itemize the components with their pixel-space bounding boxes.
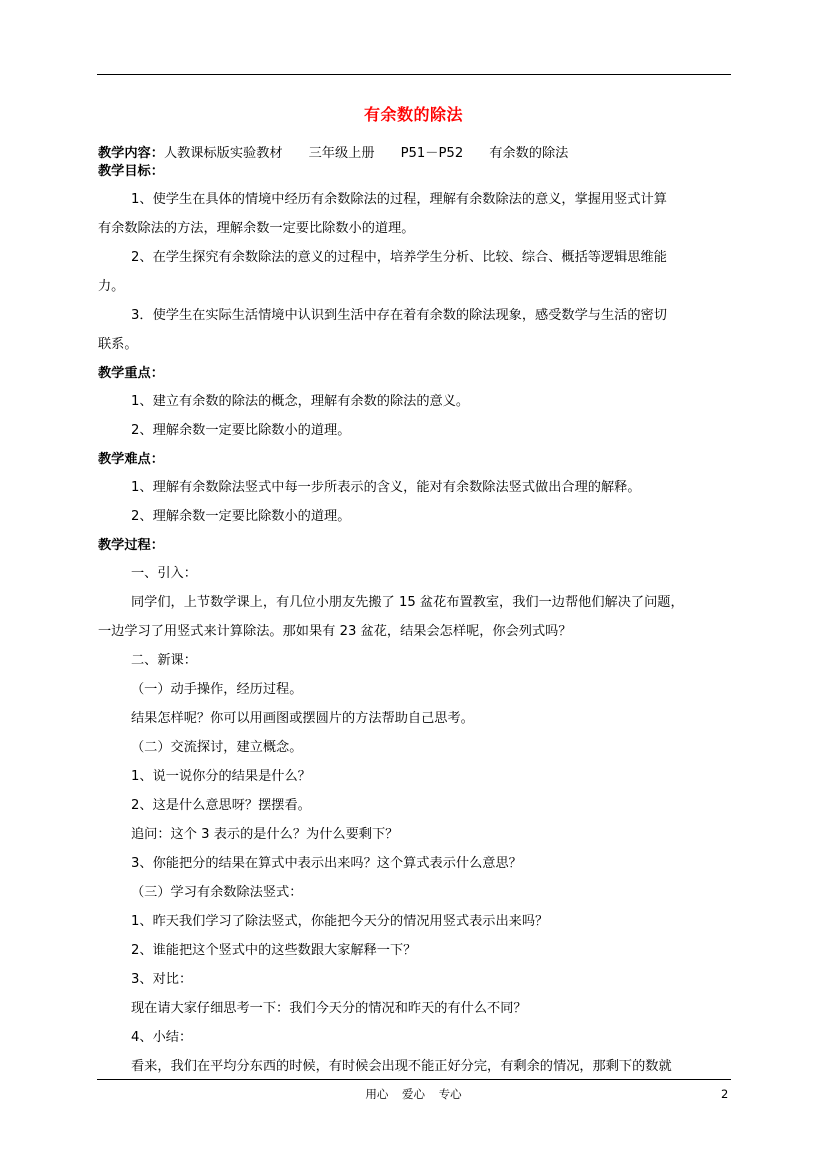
process-label: 教学过程： <box>98 538 164 553</box>
keypoints-label: 教学重点： <box>98 366 164 381</box>
keypoint-1: 1、建立有余数的除法的概念，理解有余数的除法的意义。 <box>131 394 470 409</box>
intro-text-line-2: 一边学习了用竖式来计算除法。那如果有 23 盆花，结果会怎样呢，你会列式吗？ <box>98 624 572 639</box>
section-1-heading: （一）动手操作，经历过程。 <box>131 682 303 697</box>
content-line <box>98 145 734 163</box>
objective-1-line-2: 有余数除法的方法，理解余数一定要比除数小的道理。 <box>98 221 415 236</box>
section-3-question-2: 2、谁能把这个竖式中的这些数跟大家解释一下？ <box>131 943 417 958</box>
difficulty-1: 1、理解有余数除法竖式中每一步所表示的含义，能对有余数除法竖式做出合理的解释。 <box>131 480 641 495</box>
content-pages: P51－P52 <box>400 146 464 161</box>
lesson-body <box>98 145 734 1076</box>
content-label: 教学内容： <box>98 146 164 161</box>
difficulties-label: 教学难点： <box>98 452 164 467</box>
objective-1-line-1: 1、使学生在具体的情境中经历有余数除法的过程，理解有余数除法的意义，掌握用竖式计算 <box>131 192 667 207</box>
objective-3-line-1: 3．使学生在实际生活情境中认识到生活中存在着有余数的除法现象，感受数学与生活的密切 <box>131 308 667 323</box>
section-3-heading: （三）学习有余数除法竖式： <box>131 885 303 900</box>
section-3-question-4: 4、小结： <box>131 1030 193 1045</box>
section-3-question-1: 1、昨天我们学习了除法竖式，你能把今天分的情况用竖式表示出来吗？ <box>131 914 549 929</box>
intro-text-line-1: 同学们，上节数学课上，有几位小朋友先搬了 15 盆花布置教室，我们一边帮他们解决了问题， <box>131 595 684 610</box>
page-title: 有余数的除法 <box>363 105 463 124</box>
section-3-question-3-text: 现在请大家仔细思考一下：我们今天分的情况和昨天的有什么不同？ <box>131 1001 527 1016</box>
section-3-question-3: 3、对比： <box>131 972 193 987</box>
section-2-question-1: 1、说一说你分的结果是什么？ <box>131 769 311 784</box>
keypoint-2: 2、理解余数一定要比除数小的道理。 <box>131 423 351 438</box>
difficulty-2: 2、理解余数一定要比除数小的道理。 <box>131 509 351 524</box>
page-number: 2 <box>721 1087 729 1101</box>
objectives-label: 教学目标： <box>98 164 164 179</box>
header-rule <box>97 74 731 75</box>
section-2-question-2: 2、这是什么意思呀？摆摆看。 <box>131 798 311 813</box>
intro-heading: 一、引入： <box>131 566 197 581</box>
section-1-text: 结果怎样呢？你可以用画图或摆圆片的方法帮助自己思考。 <box>131 711 474 726</box>
objective-2-line-1: 2、在学生探究有余数除法的意义的过程中，培养学生分析、比较、综合、概括等逻辑思维能 <box>131 250 667 265</box>
section-2-heading: （二）交流探讨，建立概念。 <box>131 740 303 755</box>
new-lesson-heading: 二、新课： <box>131 653 197 668</box>
objective-3-line-2: 联系。 <box>98 337 138 352</box>
footer-rule <box>97 1079 731 1080</box>
footer-motto: 用心 爱心 专心 <box>365 1087 462 1101</box>
content-grade: 三年级上册 <box>308 146 375 161</box>
section-2-question-3: 3、你能把分的结果在算式中表示出来吗？这个算式表示什么意思？ <box>131 856 522 871</box>
content-topic: 有余数的除法 <box>489 146 569 161</box>
content-textbook: 人教课标版实验教材 <box>163 146 283 161</box>
objective-2-line-2: 力。 <box>98 279 125 294</box>
section-2-follow-up: 追问：这个 3 表示的是什么？为什么要剩下？ <box>131 827 399 842</box>
section-3-question-4-text: 看来，我们在平均分东西的时候，有时候会出现不能正好分完，有剩余的情况，那剩下的数就 <box>131 1059 672 1074</box>
